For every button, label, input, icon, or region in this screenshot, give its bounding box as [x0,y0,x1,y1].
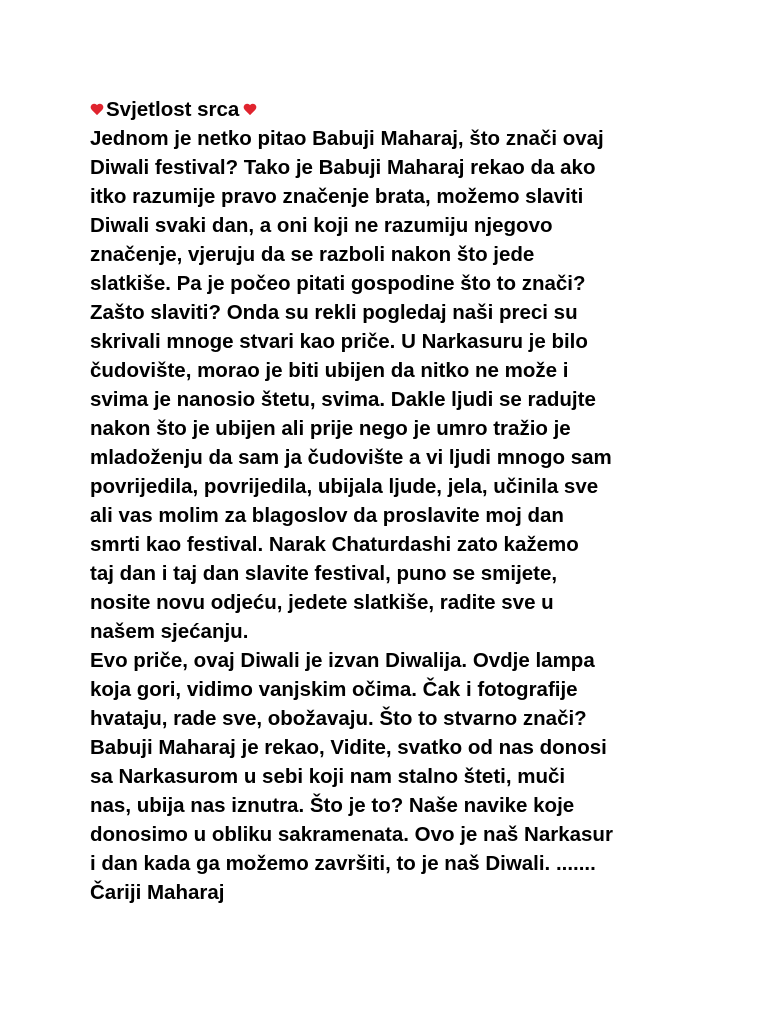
text-line: taj dan i taj dan slavite festival, puno se smijete, [90,562,558,585]
text-line: hvataju, rade sve, obožavaju. Što to stvarno znači? [90,707,587,730]
document-title: Svjetlost srca [106,98,240,121]
text-line: nosite novu odjeću, jedete slatkiše, radite sve u [90,591,554,614]
text-line: skrivali mnoge stvari kao priče. U Narkasuru je bilo [90,330,588,353]
document-title-line [90,95,690,124]
red-heart-icon [243,104,257,117]
text-line: povrijedila, povrijedila, ubijala ljude, jela, učinila sve [90,475,599,498]
red-heart-icon [90,104,104,117]
text-line: slatkiše. Pa je počeo pitati gospodine što to znači? [90,272,586,295]
text-line: čudovište, morao je biti ubijen da nitko ne može i [90,359,569,382]
text-line: i dan kada ga možemo završiti, to je naš Diwali. ....... [90,852,596,875]
text-line: koja gori, vidimo vanjskim očima. Čak i fotografije [90,678,578,701]
text-line: značenje, vjeruju da se razboli nakon što jede [90,243,535,266]
text-line: Zašto slaviti? Onda su rekli pogledaj naši preci su [90,301,578,324]
text-line: sa Narkasurom u sebi koji nam stalno šteti, muči [90,765,566,788]
text-line: Babuji Maharaj je rekao, Vidite, svatko od nas donosi [90,736,607,759]
text-line: mladoženju da sam ja čudovište a vi ljudi mnogo sam [90,446,612,469]
text-line: Evo priče, ovaj Diwali je izvan Diwalija. Ovdje lampa [90,649,595,672]
text-line: smrti kao festival. Narak Chaturdashi zato kažemo [90,533,579,556]
text-line: donosimo u obliku sakramenata. Ovo je naš Narkasur [90,823,613,846]
text-line: našem sjećanju. [90,620,249,643]
text-line: Diwali festival? Tako je Babuji Maharaj rekao da ako [90,156,596,179]
text-line: svima je nanosio štetu, svima. Dakle ljudi se radujte [90,388,596,411]
text-line: Diwali svaki dan, a oni koji ne razumiju njegovo [90,214,553,237]
signature-line: Čariji Maharaj [90,881,225,904]
document-page [90,95,690,907]
text-line: Jednom je netko pitao Babuji Maharaj, što znači ovaj [90,127,604,150]
text-line: itko razumije pravo značenje brata, možemo slaviti [90,185,584,208]
text-line: nas, ubija nas iznutra. Što je to? Naše navike koje [90,794,575,817]
text-line: nakon što je ubijen ali prije nego je umro tražio je [90,417,571,440]
text-line: ali vas molim za blagoslov da proslavite moj dan [90,504,564,527]
